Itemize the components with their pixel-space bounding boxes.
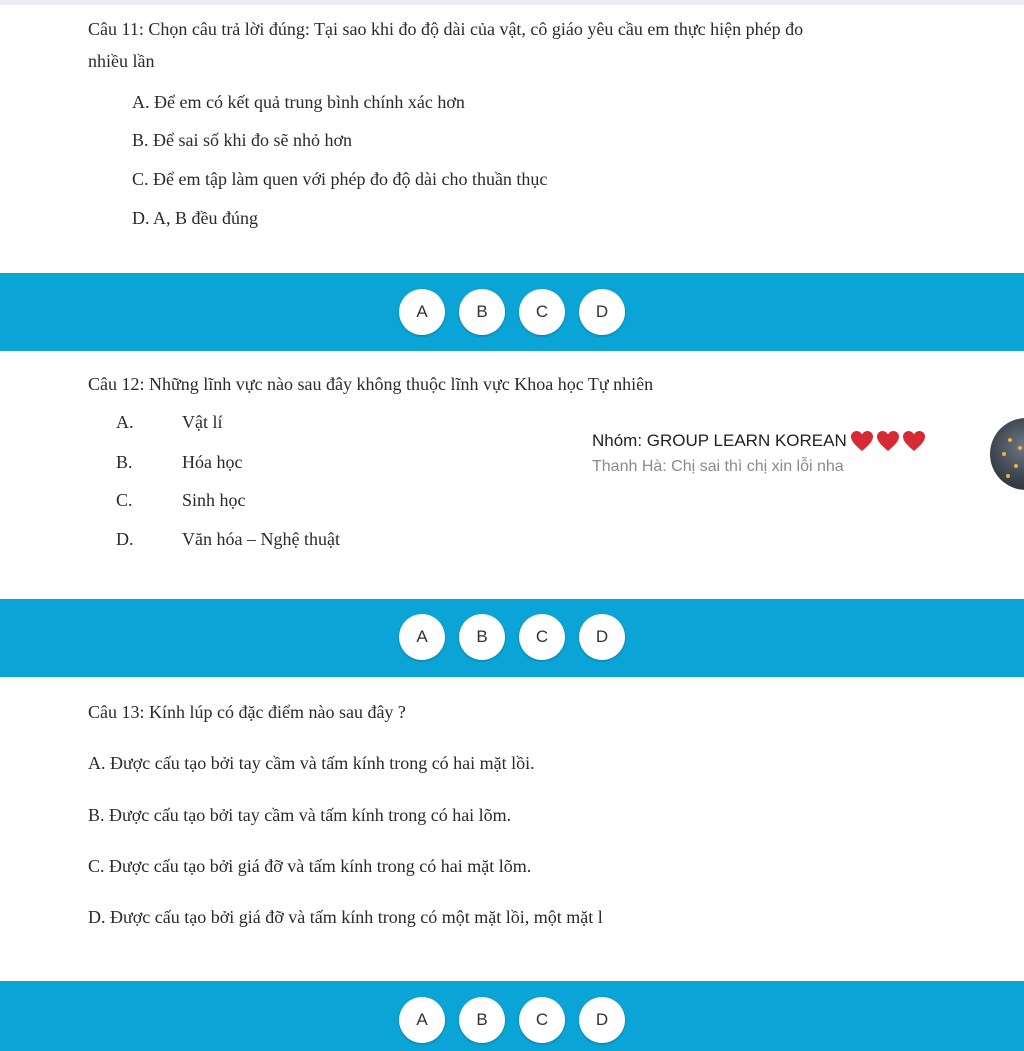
q13-option-d: D. Được cấu tạo bởi giá đỡ và tấm kính trong có một mặt lồi, một mặt l — [88, 907, 603, 927]
heart-icon — [849, 430, 875, 452]
top-divider — [0, 0, 1024, 5]
q12-answer-d-button[interactable]: D — [579, 614, 625, 660]
chat-notification[interactable] — [592, 428, 927, 480]
q12-answer-b-button[interactable]: B — [459, 614, 505, 660]
q12-answer-a-button[interactable]: A — [399, 614, 445, 660]
q13-option-c: C. Được cấu tạo bởi giá đỡ và tấm kính trong có hai mặt lõm. — [88, 856, 532, 876]
notification-title-row — [592, 428, 927, 454]
heart-icon — [901, 430, 927, 452]
q12-option-d-text: Văn hóa – Nghệ thuật — [182, 529, 340, 549]
q11-option-c: C. Để em tập làm quen với phép đo độ dài cho thuần thục — [132, 169, 548, 189]
q13-answer-a-button[interactable]: A — [399, 997, 445, 1043]
q11-option-a: A. Để em có kết quả trung bình chính xác hơn — [132, 92, 465, 112]
q12-option-c-text: Sinh học — [182, 490, 246, 510]
q13-question: Câu 13: Kính lúp có đặc điểm nào sau đây ? — [88, 702, 406, 722]
heart-icon — [875, 430, 901, 452]
q11-option-d: D. A, B đều đúng — [132, 208, 258, 228]
q13-answer-b-button[interactable]: B — [459, 997, 505, 1043]
q12-option-b-text: Hóa học — [182, 452, 243, 472]
q11-answer-d-button[interactable]: D — [579, 289, 625, 335]
notification-message: Thanh Hà: Chị sai thì chị xin lỗi nha — [592, 458, 844, 475]
avatar[interactable] — [990, 418, 1024, 490]
q13-answer-d-button[interactable]: D — [579, 997, 625, 1043]
q12-option-a-letter: A. — [116, 412, 134, 432]
q13-answer-c-button[interactable]: C — [519, 997, 565, 1043]
q13-option-b: B. Được cấu tạo bởi tay cầm và tấm kính trong có hai lõm. — [88, 805, 512, 825]
q12-question: Câu 12: Những lĩnh vực nào sau đây không thuộc lĩnh vực Khoa học Tự nhiên — [88, 374, 654, 394]
q11-answer-c-button[interactable]: C — [519, 289, 565, 335]
q12-answer-c-button[interactable]: C — [519, 614, 565, 660]
notification-title: Nhóm: GROUP LEARN KOREAN — [592, 431, 847, 450]
q11-answer-a-button[interactable]: A — [399, 289, 445, 335]
q13-option-a: A. Được cấu tạo bởi tay cầm và tấm kính trong có hai mặt lồi. — [88, 753, 535, 773]
q11-question-line1: Câu 11: Chọn câu trả lời đúng: Tại sao khi đo độ dài của vật, cô giáo yêu cầu em thực hiện phép đo — [88, 19, 804, 39]
q11-option-b: B. Để sai số khi đo sẽ nhỏ hơn — [132, 130, 353, 150]
q12-option-a-text: Vật lí — [182, 412, 223, 432]
q11-question-line2: nhiều lần — [88, 51, 155, 71]
q12-option-d-letter: D. — [116, 529, 134, 549]
q12-option-c-letter: C. — [116, 490, 133, 510]
q11-answer-b-button[interactable]: B — [459, 289, 505, 335]
q13-answer-buttons — [0, 997, 1024, 1043]
q12-option-b-letter: B. — [116, 452, 133, 472]
q11-answer-buttons — [0, 289, 1024, 335]
hearts — [849, 430, 927, 452]
q12-answer-buttons — [0, 614, 1024, 660]
